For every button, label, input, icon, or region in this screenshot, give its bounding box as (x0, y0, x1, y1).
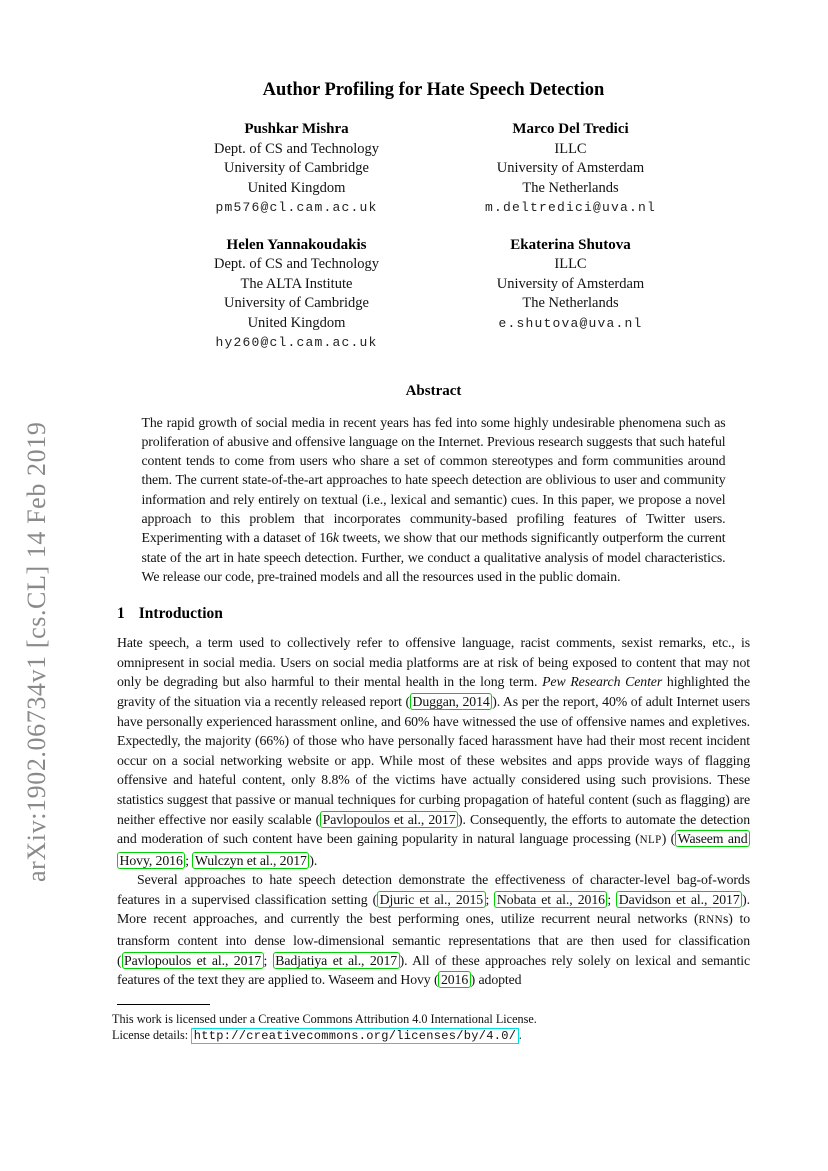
author-affiliation (434, 255, 708, 314)
affiliation-line: Dept. of CS and Technology (213, 140, 380, 157)
affiliation-line: ILLC (554, 256, 587, 272)
citation-link[interactable]: Duggan, 2014 (410, 693, 492, 710)
abstract-heading: Abstract (405, 382, 462, 399)
affiliation-line: University of Amsterdam (496, 275, 645, 292)
affiliation-line: The Netherlands (522, 295, 619, 311)
author-email: hy260@cl.cam.ac.uk (215, 335, 378, 350)
url-link[interactable]: http://creativecommons.org/licenses/by/4.0/ (191, 1028, 519, 1044)
affiliation-line: The ALTA Institute (240, 275, 353, 292)
citation-link[interactable]: Nobata et al., 2016 (494, 891, 607, 908)
affiliation-line: The Netherlands (522, 179, 619, 196)
affiliation-line: ILLC (554, 140, 587, 157)
author-name: Marco Del Tredici (512, 121, 629, 137)
author-card (160, 236, 434, 353)
citation-link[interactable]: Davidson et al., 2017 (616, 891, 742, 908)
smallcaps-text: RNN (698, 914, 723, 927)
author-affiliation (160, 255, 434, 333)
author-card (434, 236, 708, 353)
affiliation-line: University of Cambridge (224, 295, 369, 311)
affiliation-line: University of Cambridge (224, 160, 369, 176)
italic-text: k (332, 530, 339, 546)
citation-link[interactable]: Wulczyn et al., 2017 (192, 852, 309, 869)
footnote-block (112, 1004, 750, 1044)
author-email: m.deltredici@uva.nl (484, 200, 657, 215)
author-name: Pushkar Mishra (244, 121, 349, 137)
author-email: pm576@cl.cam.ac.uk (215, 200, 378, 215)
citation-link[interactable]: Pavlopoulos et al., 2017 (122, 952, 264, 969)
citation-link[interactable]: Djuric et al., 2015 (377, 891, 485, 908)
arxiv-watermark: arXiv:1902.06734v1 [cs.CL] 14 Feb 2019 (22, 421, 51, 882)
italic-text: Pew Research Center (542, 674, 663, 690)
section-heading-introduction (117, 605, 750, 623)
citation-link[interactable]: Pavlopoulos et al., 2017 (320, 811, 458, 828)
author-affiliation (434, 140, 708, 199)
license-note: This work is licensed under a Creative Commons Attribution 4.0 International License. (112, 1011, 537, 1026)
body-paragraph: Several approaches to hate speech detection demonstrate the effectiveness of character-level bag-of-words features in a supervised classification setting ( Djuric et al., 2015 ; Nobata et al., 2016 ; Davidson et al., 2017 ). More recent approaches, and currently the best performing ones, utilize recurrent neural networks (RNNs) to transform content into dense low-dimensional semantic representations that are then used for classification ( Pavlopoulos et al., 2017 ; Badjatiya et al., 2017 ). All of these approaches rely solely on lexical and semantic features of the text they are applied to. Waseem and Hovy ( 2016 ) adopted (117, 872, 750, 988)
paper-title: Author Profiling for Hate Speech Detection (262, 80, 605, 100)
citation-link[interactable]: Badjatiya et al., 2017 (273, 952, 400, 969)
author-name: Ekaterina Shutova (510, 236, 631, 253)
section-title: Introduction (138, 605, 223, 623)
author-affiliation (160, 140, 434, 199)
affiliation-line: United Kingdom (247, 179, 346, 196)
section-number: 1 (117, 605, 125, 623)
license-details: License details: http://creativecommons.org/licenses/by/4.0/ . (112, 1027, 522, 1043)
abstract-text: The rapid growth of social media in recent years has fed into some highly undesirable phenomena such as proliferation of abusive and offensive language on the Internet. Previous research suggests that such hateful content tends to come from users who share a set of common stereotypes and form communities around them. The current state-of-the-art approaches to hate speech detection are oblivious to user and community information and rely entirely on textual (i.e., lexical and semantic) cues. In this paper, we propose a novel approach to this problem that incorporates community-based profiling features of Twitter users. Experimenting with a dataset of 16k tweets, we show that our methods significantly outperform the current state of the art in hate speech detection. Further, we conduct a qualitative analysis of model characteristics. We release our code, pre-trained models and all the resources used in the public domain. (141, 414, 726, 584)
affiliation-line: Dept. of CS and Technology (213, 256, 380, 272)
author-card (434, 120, 708, 218)
author-email: e.shutova@uva.nl (498, 315, 643, 331)
footnote-rule (117, 1004, 210, 1005)
author-name: Helen Yannakoudakis (226, 236, 367, 253)
body-paragraph: Hate speech, a term used to collectively refer to offensive language, racist comments, sexist remarks, etc., is omnipresent in social media. Users on social media platforms are at risk of being exposed to content that may not only be degrading but also harmful to their mental health in the long term. Pew Research Center highlighted the gravity of the situation via a recently released report ( Duggan, 2014 ). As per the report, 40% of adult Internet users have personally experienced harassment online, and 60% have witnessed the use of offensive names and expletives. Expectedly, the majority (66%) of those who have personally faced harassment have had their most recent incident occur on a social networking website or app. While most of these websites and apps provide ways of flagging offensive and hateful content, only 8.8% of the victims have actually considered using such provisions. These statistics suggest that passive or manual techniques for curbing propagation of hateful content (such as flagging) are neither effective nor easily scalable ( Pavlopoulos et al., 2017 ). Consequently, the efforts to automate the detection and moderation of such content have been gaining popularity in natural language processing (NLP) ( Waseem and Hovy, 2016 ; Wulczyn et al., 2017 ). (117, 635, 751, 868)
affiliation-line: University of Amsterdam (496, 160, 645, 176)
citation-link[interactable]: 2016 (438, 971, 470, 988)
smallcaps-text: NLP (639, 834, 662, 847)
citation-link[interactable]: Waseem and Hovy, 2016 (117, 830, 750, 869)
affiliation-line: United Kingdom (247, 314, 346, 331)
paper-content (112, 0, 751, 1044)
author-block (160, 120, 708, 353)
author-card (160, 120, 434, 218)
